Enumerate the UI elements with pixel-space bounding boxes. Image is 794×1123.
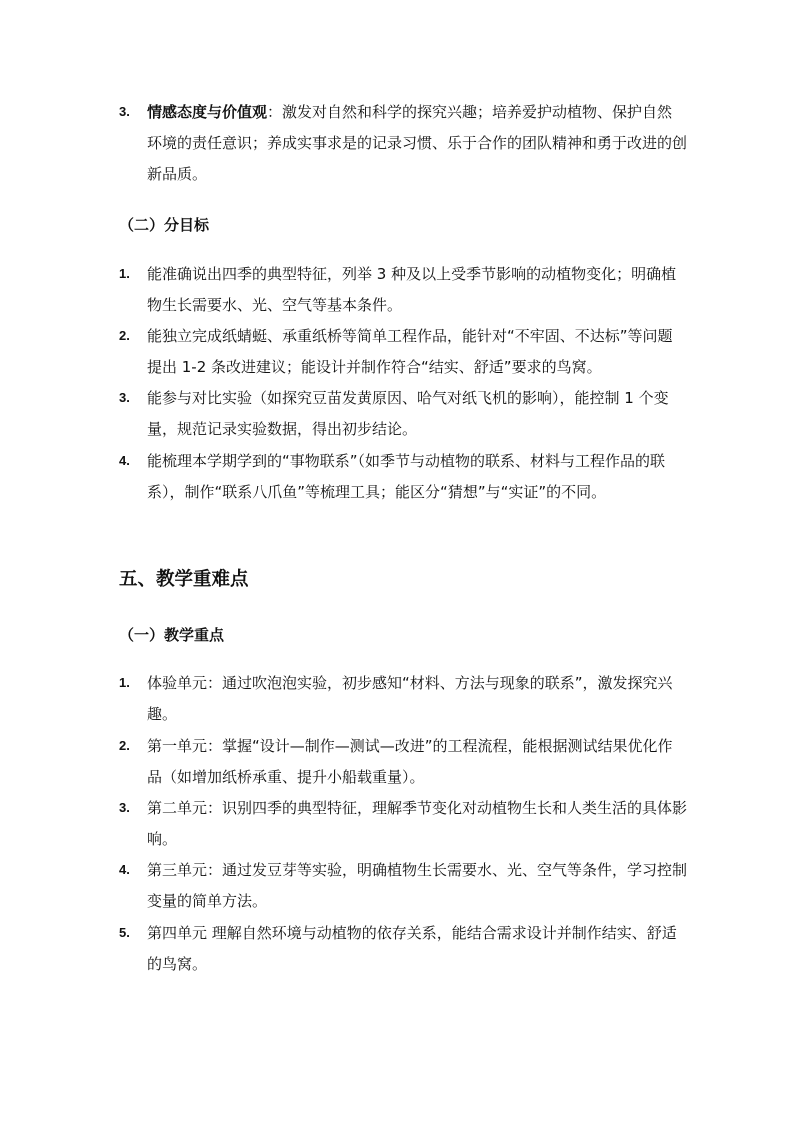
list-number: 1. xyxy=(119,675,130,690)
list-text: 能准确说出四季的典型特征，列举 3 种及以上受季节影响的动植物变化；明确植物生长需要水、光、空气等基本条件。 xyxy=(147,265,677,314)
list-text: 第四单元 理解自然环境与动植物的依存关系，能结合需求设计并制作结实、舒适的鸟窝。 xyxy=(147,924,677,973)
list-number: 2. xyxy=(119,738,130,753)
list-number: 4. xyxy=(119,862,130,877)
list-number: 1. xyxy=(119,266,130,281)
list-text: 能梳理本学期学到的“事物联系”（如季节与动植物的联系、材料与工程作品的联系），制作“联系八爪鱼”等梳理工具；能区分“猜想”与“实证”的不同。 xyxy=(147,452,666,501)
goal-label: 情感态度与价值观 xyxy=(147,103,268,121)
sub-goals-heading: （二）分目标 xyxy=(119,216,210,234)
list-text: 能独立完成纸蜻蜓、承重纸桥等简单工程作品，能针对“不牢固、不达标”等问题提出 1-2 条改进建议；能设计并制作符合“结实、舒适”要求的鸟窝。 xyxy=(147,327,673,376)
list-text: 第一单元：掌握“设计—制作—测试—改进”的工程流程，能根据测试结果优化作品（如增加纸桥承重、提升小船载重量）。 xyxy=(147,737,673,786)
goal-description: ：激发对自然和科学的探究兴趣；培养爱护动植物、保护自然环境的责任意识；养成实事求是的记录习惯、乐于合作的团队精神和勇于改进的创新品质。 xyxy=(147,103,688,183)
list-text: 第三单元：通过发豆芽等实验，明确植物生长需要水、光、空气等条件，学习控制变量的简单方法。 xyxy=(147,861,688,910)
key-points-heading: （一）教学重点 xyxy=(119,626,225,644)
goal-text xyxy=(147,97,687,190)
list-text: 第二单元：识别四季的典型特征，理解季节变化对动植物生长和人类生活的具体影响。 xyxy=(147,799,688,848)
section-heading: 五、教学重难点 xyxy=(119,569,249,590)
list-number: 5. xyxy=(119,925,130,940)
list-number: 2. xyxy=(119,328,130,343)
list-number: 3. xyxy=(119,800,130,815)
list-text: 体验单元：通过吹泡泡实验，初步感知“材料、方法与现象的联系”，激发探究兴趣。 xyxy=(147,674,673,723)
list-number: 3. xyxy=(119,390,130,405)
goal-number: 3. xyxy=(119,104,130,119)
list-number: 4. xyxy=(119,453,130,468)
list-text: 能参与对比实验（如探究豆苗发黄原因、哈气对纸飞机的影响），能控制 1 个变量，规范记录实验数据，得出初步结论。 xyxy=(147,389,669,438)
